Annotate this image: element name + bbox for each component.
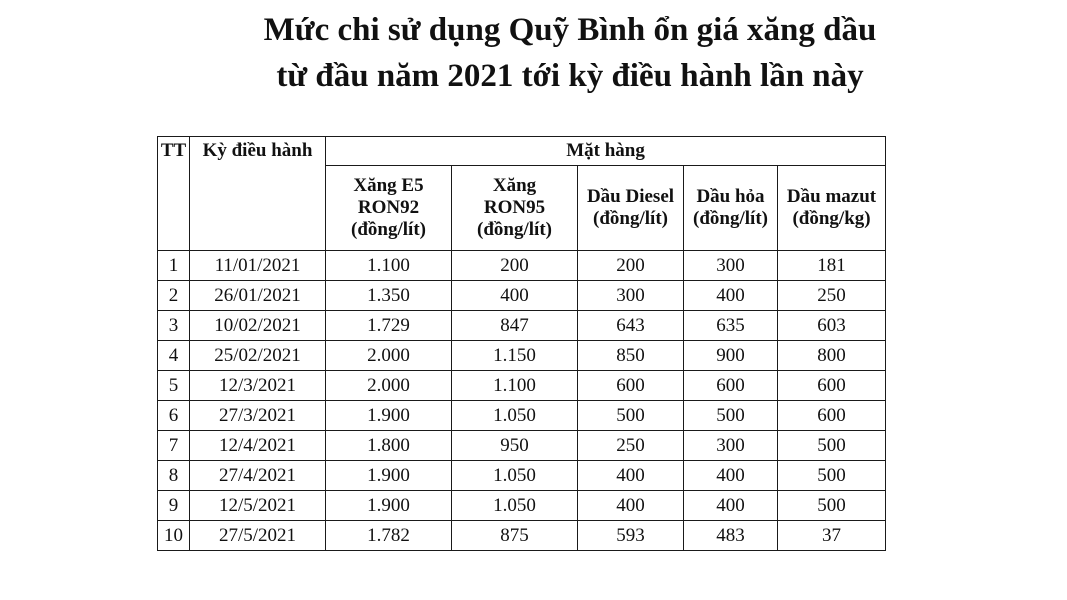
cell-diesel: 300: [578, 281, 684, 311]
table-row: [158, 251, 886, 281]
table-row: [158, 521, 886, 551]
cell-tt: 6: [158, 401, 190, 431]
header-xang-e5-line-3: (đồng/lít): [351, 219, 426, 240]
header-dau-diesel-line-2: (đồng/lít): [593, 208, 668, 229]
cell-dau-hoa: 500: [684, 401, 778, 431]
cell-dau-hoa: 300: [684, 431, 778, 461]
cell-e5: 1.350: [326, 281, 452, 311]
cell-dau-hoa: 400: [684, 491, 778, 521]
cell-dau-hoa: 900: [684, 341, 778, 371]
cell-diesel: 400: [578, 461, 684, 491]
cell-date: 10/02/2021: [190, 311, 326, 341]
table-row: [158, 371, 886, 401]
table-row: [158, 311, 886, 341]
cell-ron95: 875: [452, 521, 578, 551]
cell-date: 12/3/2021: [190, 371, 326, 401]
cell-diesel: 500: [578, 401, 684, 431]
title-line-1: Mức chi sử dụng Quỹ Bình ổn giá xăng dầu: [263, 12, 877, 48]
cell-date: 27/3/2021: [190, 401, 326, 431]
cell-e5: 1.900: [326, 401, 452, 431]
cell-tt: 7: [158, 431, 190, 461]
cell-dau-hoa: 300: [684, 251, 778, 281]
cell-ron95: 1.050: [452, 401, 578, 431]
cell-date: 27/4/2021: [190, 461, 326, 491]
table-row: [158, 341, 886, 371]
cell-diesel: 200: [578, 251, 684, 281]
cell-mazut: 181: [778, 251, 886, 281]
cell-diesel: 593: [578, 521, 684, 551]
table-row: [158, 401, 886, 431]
header-dau-hoa-line-2: (đồng/lít): [693, 208, 768, 229]
title-line-2: từ đầu năm 2021 tới kỳ điều hành lần này: [276, 58, 864, 94]
cell-mazut: 500: [778, 461, 886, 491]
cell-e5: 1.729: [326, 311, 452, 341]
cell-e5: 1.900: [326, 461, 452, 491]
cell-e5: 1.900: [326, 491, 452, 521]
header-dau-hoa-line-1: Dầu hỏa: [696, 186, 765, 207]
table-row: [158, 491, 886, 521]
header-xang-ron95: [452, 166, 578, 251]
cell-dau-hoa: 483: [684, 521, 778, 551]
fund-usage-table: [157, 136, 886, 551]
cell-mazut: 603: [778, 311, 886, 341]
cell-tt: 5: [158, 371, 190, 401]
cell-e5: 1.782: [326, 521, 452, 551]
header-mat-hang: Mặt hàng: [326, 137, 886, 166]
cell-tt: 1: [158, 251, 190, 281]
cell-ron95: 200: [452, 251, 578, 281]
header-dau-hoa: [684, 166, 778, 251]
cell-diesel: 250: [578, 431, 684, 461]
cell-mazut: 600: [778, 371, 886, 401]
cell-ron95: 1.100: [452, 371, 578, 401]
cell-mazut: 37: [778, 521, 886, 551]
cell-ron95: 1.050: [452, 461, 578, 491]
cell-mazut: 500: [778, 491, 886, 521]
header-dau-diesel-line-1: Dầu Diesel: [586, 186, 675, 207]
cell-date: 12/4/2021: [190, 431, 326, 461]
cell-diesel: 400: [578, 491, 684, 521]
cell-dau-hoa: 600: [684, 371, 778, 401]
cell-date: 11/01/2021: [190, 251, 326, 281]
header-dau-diesel: [578, 166, 684, 251]
cell-mazut: 600: [778, 401, 886, 431]
cell-tt: 10: [158, 521, 190, 551]
cell-mazut: 800: [778, 341, 886, 371]
cell-mazut: 500: [778, 431, 886, 461]
cell-ron95: 1.150: [452, 341, 578, 371]
cell-tt: 3: [158, 311, 190, 341]
cell-date: 27/5/2021: [190, 521, 326, 551]
header-xang-e5-line-1: Xăng E5: [353, 175, 424, 196]
cell-date: 12/5/2021: [190, 491, 326, 521]
cell-tt: 2: [158, 281, 190, 311]
cell-e5: 1.800: [326, 431, 452, 461]
cell-e5: 2.000: [326, 341, 452, 371]
cell-e5: 1.100: [326, 251, 452, 281]
cell-e5: 2.000: [326, 371, 452, 401]
header-xang-ron95-line-1: Xăng: [492, 175, 537, 196]
header-dau-mazut-line-1: Dầu mazut: [786, 186, 877, 207]
table-row: [158, 461, 886, 491]
cell-diesel: 643: [578, 311, 684, 341]
cell-dau-hoa: 400: [684, 281, 778, 311]
cell-date: 25/02/2021: [190, 341, 326, 371]
table-row: [158, 431, 886, 461]
cell-dau-hoa: 635: [684, 311, 778, 341]
cell-ron95: 847: [452, 311, 578, 341]
cell-date: 26/01/2021: [190, 281, 326, 311]
header-row-1: [158, 137, 886, 166]
cell-ron95: 950: [452, 431, 578, 461]
header-dau-mazut: [778, 166, 886, 251]
header-xang-e5: [326, 166, 452, 251]
cell-tt: 9: [158, 491, 190, 521]
header-xang-ron95-line-2: RON95: [483, 197, 546, 218]
cell-mazut: 250: [778, 281, 886, 311]
cell-diesel: 850: [578, 341, 684, 371]
header-ky-dieu-hanh: Kỳ điều hành: [190, 137, 326, 251]
cell-tt: 4: [158, 341, 190, 371]
cell-diesel: 600: [578, 371, 684, 401]
header-xang-ron95-line-3: (đồng/lít): [477, 219, 552, 240]
table-row: [158, 281, 886, 311]
header-dau-mazut-line-2: (đồng/kg): [792, 208, 871, 229]
cell-tt: 8: [158, 461, 190, 491]
header-xang-e5-line-2: RON92: [357, 197, 420, 218]
header-tt: TT: [158, 137, 190, 251]
cell-dau-hoa: 400: [684, 461, 778, 491]
cell-ron95: 1.050: [452, 491, 578, 521]
cell-ron95: 400: [452, 281, 578, 311]
